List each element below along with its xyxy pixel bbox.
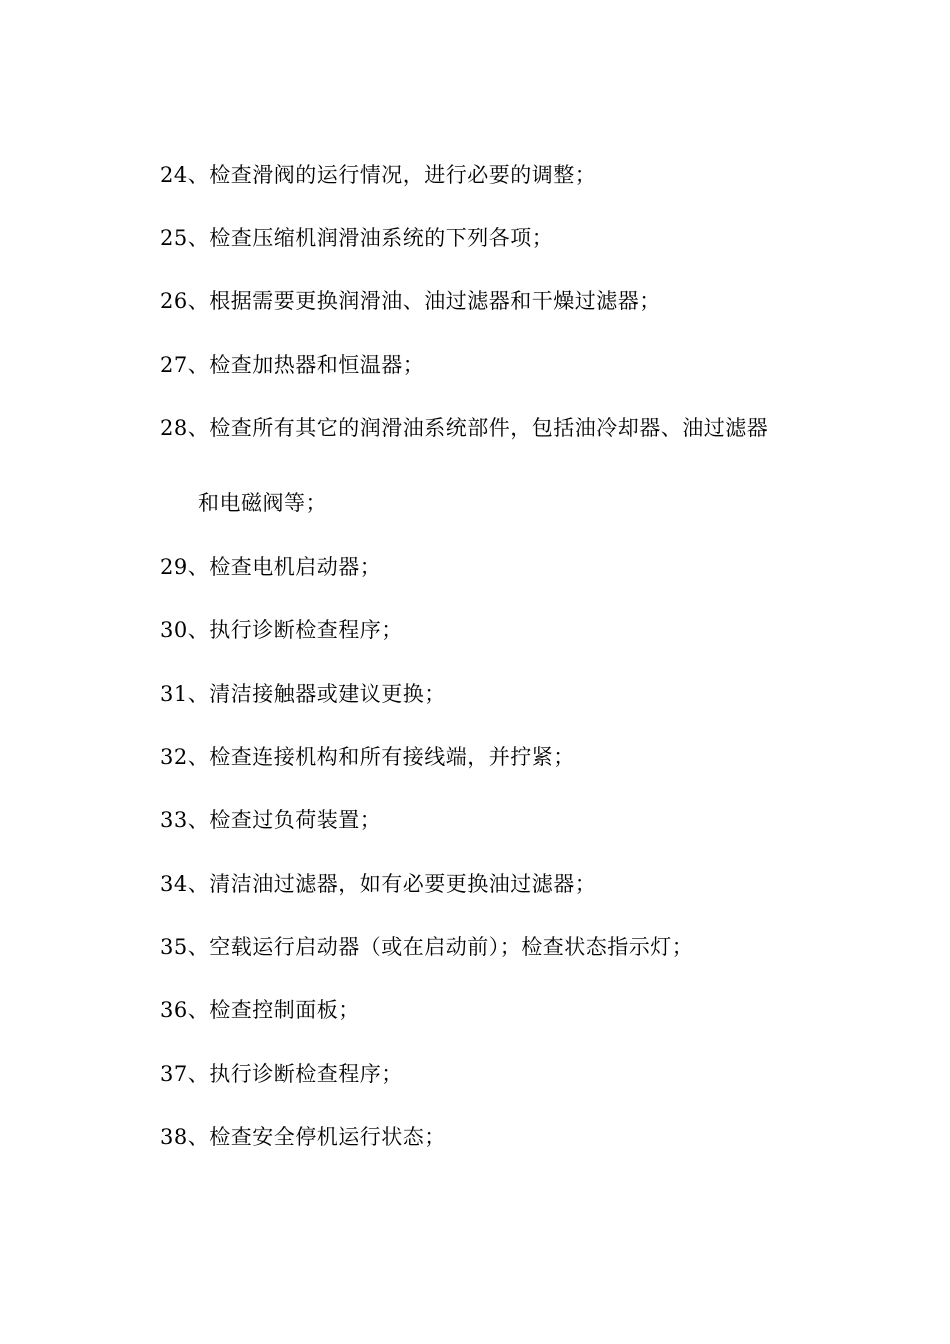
list-item-27: 27、检查加热器和恒温器； bbox=[160, 353, 425, 377]
list-item-28-continuation: 和电磁阀等； bbox=[198, 491, 327, 515]
list-item-26: 26、根据需要更换润滑油、油过滤器和干燥过滤器； bbox=[160, 289, 661, 313]
list-item-30: 30、执行诊断检查程序； bbox=[160, 618, 403, 642]
list-item-25: 25、检查压缩机润滑油系统的下列各项； bbox=[160, 226, 554, 250]
list-item-28: 28、检查所有其它的润滑油系统部件，包括油冷却器、油过滤器 bbox=[160, 416, 769, 440]
list-item-34: 34、清洁油过滤器，如有必要更换油过滤器； bbox=[160, 872, 597, 896]
list-item-37: 37、执行诊断检查程序； bbox=[160, 1062, 403, 1086]
list-item-33: 33、检查过负荷装置； bbox=[160, 808, 382, 832]
list-item-24: 24、检查滑阀的运行情况，进行必要的调整； bbox=[160, 163, 597, 187]
list-item-35: 35、空载运行启动器（或在启动前）；检查状态指示灯； bbox=[160, 935, 694, 959]
list-item-36: 36、检查控制面板； bbox=[160, 998, 360, 1022]
list-item-31: 31、清洁接触器或建议更换； bbox=[160, 682, 446, 706]
list-item-29: 29、检查电机启动器； bbox=[160, 555, 382, 579]
list-item-32: 32、检查连接机构和所有接线端，并拧紧； bbox=[160, 745, 575, 769]
list-item-38: 38、检查安全停机运行状态； bbox=[160, 1125, 446, 1149]
